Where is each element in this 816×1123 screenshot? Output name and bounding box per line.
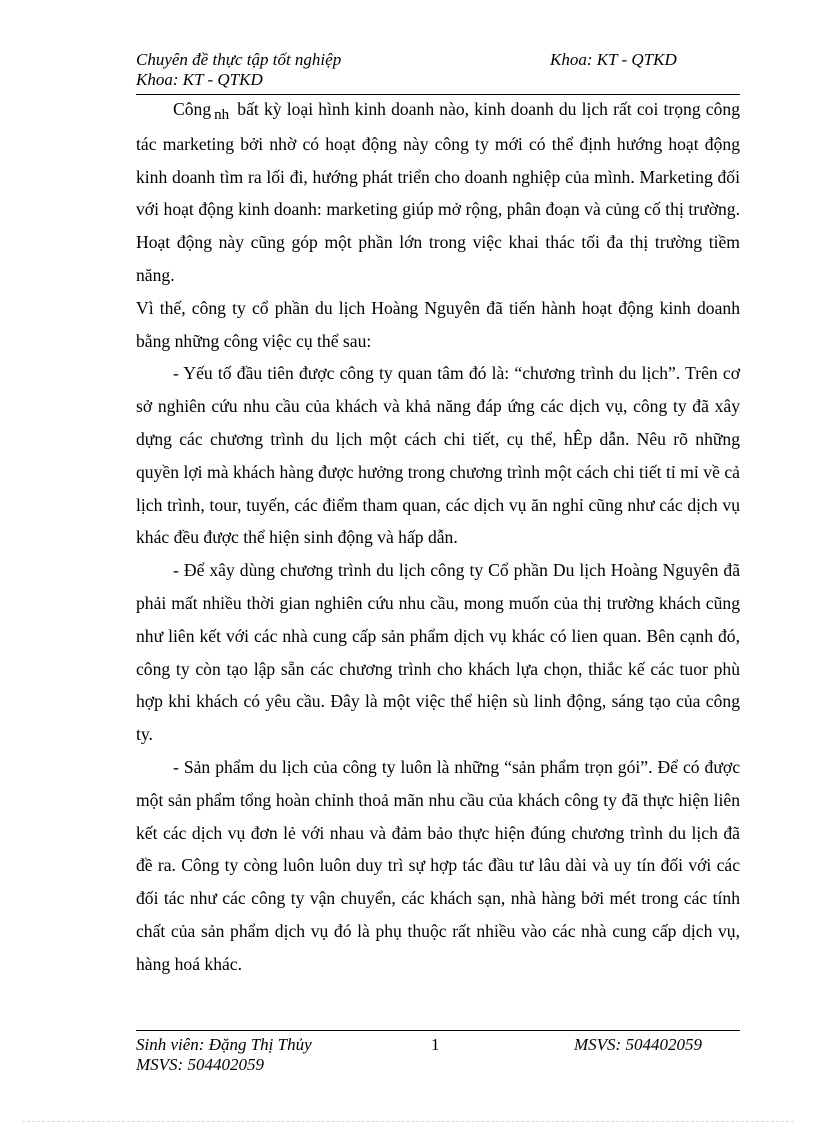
document-body xyxy=(136,93,740,981)
paragraph-intro: Công nh bất kỳ loại hình kinh doanh nào, kinh doanh du lịch rất coi trọng công tác marketing bởi nhờ có hoạt động này công ty mới có thể định hướng hoạt động kinh doanh tìm ra lối đi, hướng phát triển cho doanh nghiệp của mình. Marketing đối với hoạt động kinh doanh: marketing giúp mở rộng, phân đoạn và củng cố thị trường. Hoạt động này cũng góp một phần lớn trong việc khai thác tối đa thị trường tiềm năng. xyxy=(136,99,740,285)
paragraph-package-products: - Sản phẩm du lịch của công ty luôn là những “sản phẩm trọn gói”. Để có được một sản phẩm tổng hoàn chỉnh thoả mãn nhu cầu của khách công ty đã thực hiện liên kết các dịch vụ đơn lẻ với nhau và đảm bảo thực hiện đúng chương trình du lịch đã đề ra. Công ty còng luôn luôn duy trì sự hợp tác đầu tư lâu dài và uy tín đối với các đối tác như các công ty vận chuyển, các khách sạn, nhà hàng bởi mét trong các tính chất của sản phẩm dịch vụ đó là phụ thuộc rất nhiều vào các nhà cung cấp dịch vụ, hàng hoá khác. xyxy=(136,756,740,974)
page-footer xyxy=(136,1035,740,1075)
page-boundary xyxy=(22,1121,794,1122)
header-thesis-title: Chuyên đề thực tập tốt nghiệp xyxy=(136,50,342,69)
paragraph-program-design: - Để xây dùng chương trình du lịch công ty Cổ phần Du lịch Hoàng Nguyên đã phải mất nhiều thời gian nghiên cứu nhu cầu, mong muốn của thị trường khách cũng như liên kết với các nhà cung cấp sản phẩm dịch vụ khác có lien quan. Bên cạnh đó, công ty còn tạo lập sẵn các chương trình cho khách lựa chọn, thiắc kế các tuor phù hợp khi khách có yêu cầu. Đây là một việc thể hiện sù linh động, sáng tạo của công ty. xyxy=(136,560,740,745)
header-faculty: Khoa: KT - QTKD xyxy=(550,50,677,69)
page-header xyxy=(136,50,740,90)
paragraph-tour-programs: - Yếu tố đầu tiên được công ty quan tâm đó là: “chương trình du lịch”. Trên cơ sở nghiên cứu nhu cầu của khách và khả năng đáp ứng các dịch vụ, công ty đã xây dựng các chương trình du lịch một cách chi tiết, cụ thể, hÊp dẫn. Nêu rõ những quyền lợi mà khách hàng được hưởng trong chương trình một cách chi tiết tỉ mỉ về cả lịch trình, tour, tuyến, các điểm tham quan, các dịch vụ ăn nghỉ cũng như các dịch vụ khác đều được thể hiện sinh động và hấp dẫn. xyxy=(136,363,740,548)
paragraph-transition: Vì thế, công ty cổ phần du lịch Hoàng Nguyên đã tiến hành hoạt động kinh doanh bằng những công việc cụ thể sau: xyxy=(136,297,740,351)
footer-student-name: Sinh viên: Đặng Thị Thủy xyxy=(136,1035,312,1054)
misplaced-fragment: nh xyxy=(214,107,230,123)
footer-student-id-repeat: MSVS: 504402059 xyxy=(136,1055,264,1074)
footer-student-id: MSVS: 504402059 xyxy=(574,1035,702,1054)
header-faculty-repeat: Khoa: KT - QTKD xyxy=(136,70,263,89)
footer-divider xyxy=(136,1030,740,1031)
page-number: 1 xyxy=(431,1035,440,1054)
